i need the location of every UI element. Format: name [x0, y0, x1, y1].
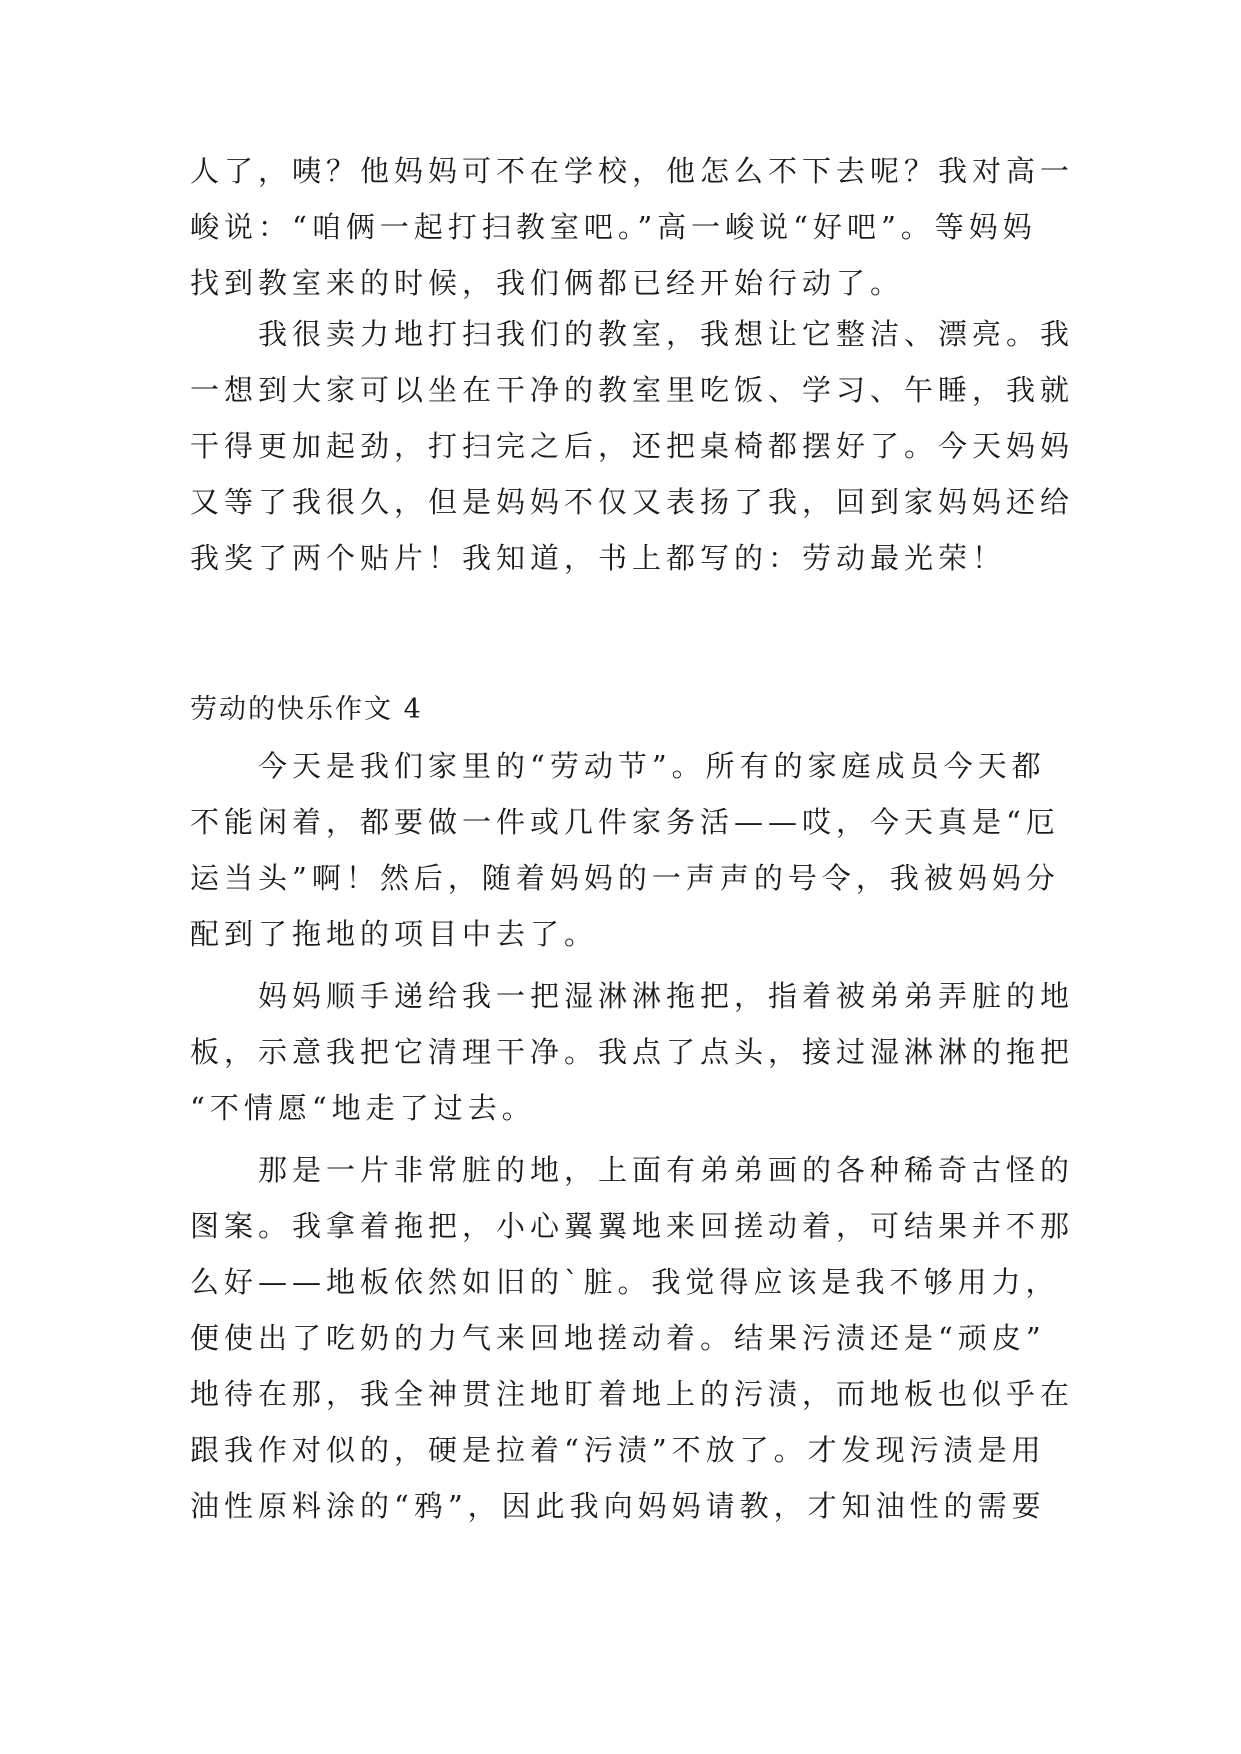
- text-line: “不情愿“地走了过去。: [190, 1091, 536, 1125]
- text-line: 又等了我很久，但是妈妈不仅又表扬了我，回到家妈妈还给: [190, 485, 1075, 519]
- paragraph: [190, 968, 1075, 1136]
- text-line: 么好——地板依然如旧的`脏。我觉得应该是我不够用力，: [190, 1265, 1060, 1299]
- paragraph: [190, 1142, 1075, 1534]
- text-line: 一想到大家可以坐在干净的教室里吃饭、学习、午睡，我就: [190, 373, 1075, 407]
- paragraph: [190, 738, 1070, 962]
- text-line: 不能闲着，都要做一件或几件家务活——哎，今天真是“厄: [190, 805, 1060, 839]
- text-line: 板，示意我把它清理干净。我点了点头，接过湿淋淋的拖把: [190, 1035, 1075, 1069]
- paragraph: [190, 306, 1075, 586]
- section-heading: 劳动的快乐作文 4: [190, 694, 423, 725]
- text-line: 峻说：“咱俩一起打扫教室吧。”高一峻说“好吧”。等妈妈: [190, 210, 1037, 244]
- text-line: 便使出了吃奶的力气来回地搓动着。结果污渍还是“顽皮”: [190, 1321, 1046, 1355]
- text-line: 运当头”啊！然后，随着妈妈的一声声的号令，我被妈妈分: [190, 861, 1060, 895]
- text-line: 图案。我拿着拖把，小心翼翼地来回搓动着，可结果并不那: [190, 1209, 1075, 1243]
- text-line: 干得更加起劲，打扫完之后，还把桌椅都摆好了。今天妈妈: [190, 429, 1075, 463]
- text-line: 人了，咦？他妈妈可不在学校，他怎么不下去呢？我对高一: [190, 154, 1075, 188]
- text-line: 配到了拖地的项目中去了。: [190, 917, 599, 951]
- paragraph-continued: [190, 143, 1075, 311]
- text-line: 今天是我们家里的“劳动节”。所有的家庭成员今天都: [258, 749, 1046, 783]
- text-line: 我很卖力地打扫我们的教室，我想让它整洁、漂亮。我: [258, 317, 1075, 351]
- text-line: 跟我作对似的，硬是拉着“污渍”不放了。才发现污渍是用: [190, 1433, 1046, 1467]
- text-line: 那是一片非常脏的地，上面有弟弟画的各种稀奇古怪的: [258, 1153, 1075, 1187]
- text-line: 找到教室来的时候，我们俩都已经开始行动了。: [190, 266, 905, 300]
- text-line: 地待在那，我全神贯注地盯着地上的污渍，而地板也似乎在: [190, 1377, 1075, 1411]
- text-line: 油性原料涂的“鸦”，因此我向妈妈请教，才知油性的需要: [190, 1489, 1046, 1523]
- text-line: 我奖了两个贴片！我知道，书上都写的：劳动最光荣！: [190, 541, 1007, 575]
- text-line: 妈妈顺手递给我一把湿淋淋拖把，指着被弟弟弄脏的地: [258, 979, 1075, 1013]
